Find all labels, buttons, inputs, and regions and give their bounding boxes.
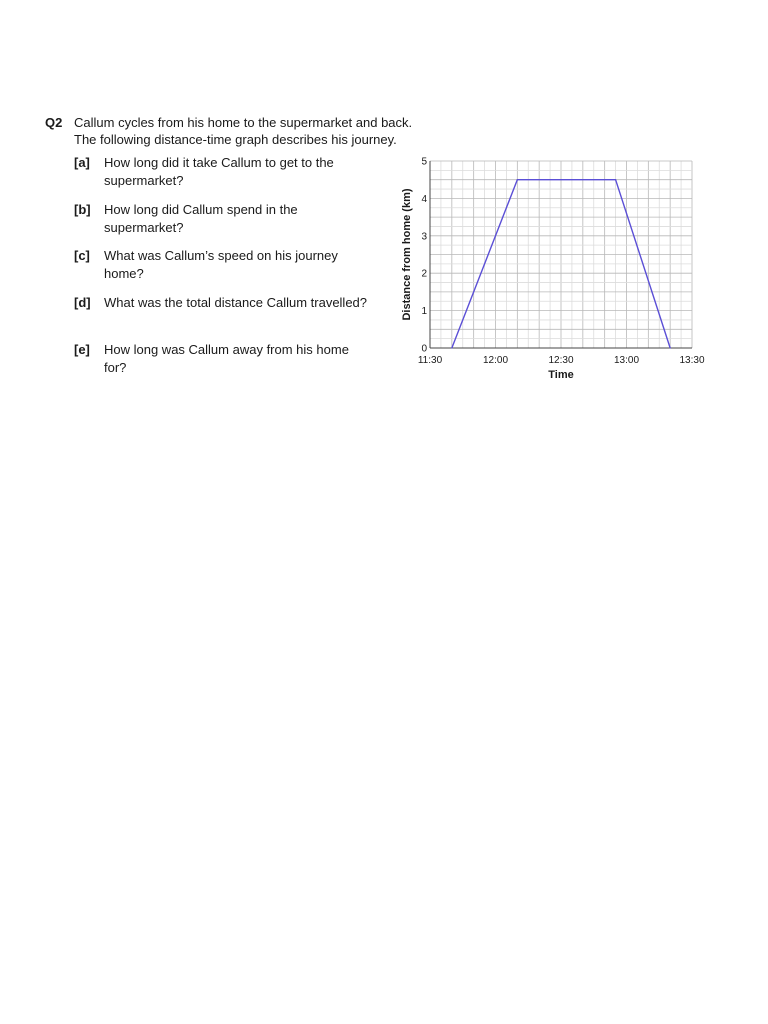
question-intro-line1: Callum cycles from his home to the supermarket and back.	[74, 115, 413, 130]
journey-point	[670, 347, 671, 348]
y-tick-labels	[421, 157, 427, 355]
y-tick-label: 2	[421, 268, 427, 280]
part-label: [c]	[74, 248, 90, 263]
y-tick-label: 5	[421, 156, 427, 168]
x-axis-title: Time	[548, 369, 574, 381]
part-text: What was Callum’s speed on his journey home?	[104, 248, 338, 281]
part-label: [e]	[74, 342, 90, 357]
y-tick-label: 1	[421, 306, 427, 318]
y-tick-label: 0	[421, 343, 427, 355]
part-text: How long was Callum away from his home for?	[104, 342, 349, 375]
x-tick-labels	[418, 355, 705, 366]
chart-grid	[430, 161, 692, 348]
part-text: How long did Callum spend in the supermarket?	[104, 202, 298, 235]
x-tick-label: 12:00	[482, 355, 509, 366]
part-label: [b]	[74, 202, 91, 217]
part-text: How long did it take Callum to get to the supermarket?	[104, 155, 334, 188]
y-tick-label: 4	[421, 193, 427, 205]
y-tick-label: 3	[421, 231, 427, 243]
y-axis-title: Distance from home (km)	[401, 188, 413, 321]
journey-point	[615, 179, 616, 180]
x-tick-label: 13:30	[679, 355, 705, 366]
part-label: [a]	[74, 155, 90, 170]
journey-point	[517, 179, 518, 180]
journey-point	[451, 347, 452, 348]
x-tick-label: 12:30	[548, 355, 574, 366]
part-label: [d]	[74, 295, 91, 310]
part-text: What was the total distance Callum travelled?	[104, 295, 368, 310]
x-tick-label: 11:30	[417, 355, 443, 366]
question-number: Q2	[45, 115, 63, 130]
question-intro-line2: The following distance-time graph describes his journey.	[74, 132, 397, 147]
x-tick-label: 13:00	[613, 355, 640, 366]
